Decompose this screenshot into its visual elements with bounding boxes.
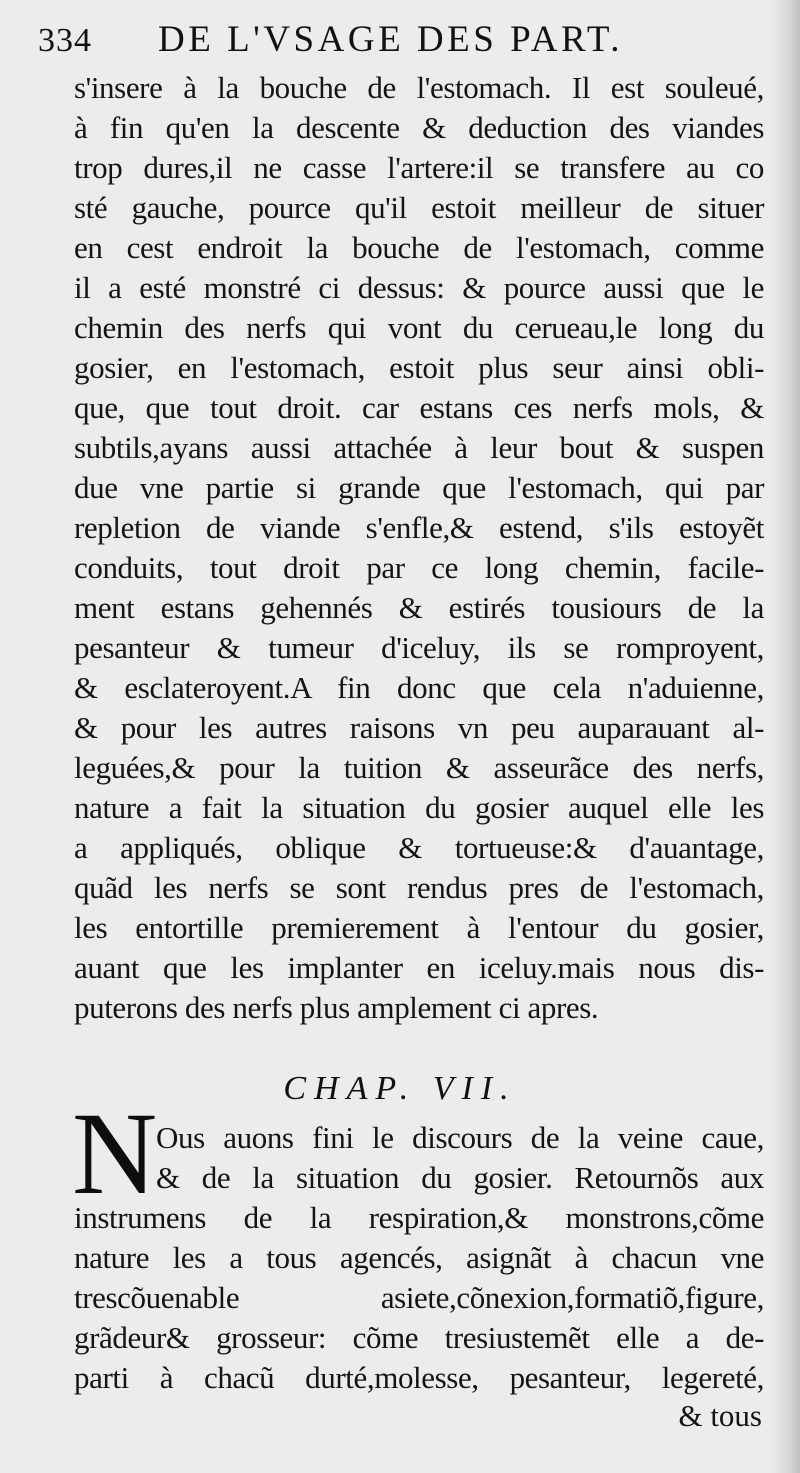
- text-line: & pour les autres raisons vn peu auparauant al-: [74, 710, 764, 745]
- text-line: auant que les implanter en iceluy.mais nous dis-: [74, 950, 764, 985]
- page-edge-shadow: [770, 0, 800, 1473]
- text-line: il a esté monstré ci dessus: & pource aussi que le: [74, 270, 764, 305]
- text-line: nature les a tous agencés, asignãt à chacun vne: [74, 1240, 764, 1275]
- drop-cap: N: [72, 1088, 158, 1219]
- text-line: que, que tout droit. car estans ces nerfs mols, &: [74, 390, 764, 425]
- text-line: trescõuenable asiete,cõnexion,formatiõ,figure,: [74, 1280, 764, 1315]
- running-title: DE L'VSAGE DES PART.: [158, 19, 624, 60]
- text-line: sté gauche, pource qu'il estoit meilleur de situer: [74, 190, 764, 225]
- text-line: Ous auons fini le discours de la veine caue,: [156, 1120, 764, 1155]
- text-line: & de la situation du gosier. Retournõs aux: [156, 1160, 764, 1195]
- text-line: puterons des nerfs plus amplement ci apres.: [74, 990, 599, 1025]
- text-line: a appliqués, oblique & tortueuse:& d'auantage,: [74, 830, 764, 865]
- page-header: [0, 8, 800, 68]
- text-line: à fin qu'en la descente & deduction des viandes: [74, 110, 764, 145]
- text-line: conduits, tout droit par ce long chemin, facile-: [74, 550, 764, 585]
- text-line: trop dures,il ne casse l'artere:il se transfere au co: [74, 150, 764, 185]
- page-number: 334: [38, 22, 92, 59]
- text-line: repletion de viande s'enfle,& estend, s'ils estoyẽt: [74, 510, 764, 545]
- text-line: grãdeur& grosseur: cõme tresiustemẽt elle a de-: [74, 1320, 764, 1355]
- text-line: chemin des nerfs qui vont du cerueau,le long du: [74, 310, 764, 345]
- text-line: pesanteur & tumeur d'iceluy, ils se romproyent,: [74, 630, 764, 665]
- text-line: nature a fait la situation du gosier auquel elle les: [74, 790, 764, 825]
- text-line: gosier, en l'estomach, estoit plus seur ainsi obli-: [74, 350, 764, 385]
- text-line: instrumens de la respiration,& monstrons,cõme: [74, 1200, 764, 1235]
- chapter-heading: CHAP. VII.: [283, 1070, 517, 1107]
- text-line: & esclateroyent.A fin donc que cela n'aduienne,: [74, 670, 764, 705]
- text-line: les entortille premierement à l'entour du gosier,: [74, 910, 764, 945]
- text-line: parti à chacũ durté,molesse, pesanteur, legereté,: [74, 1360, 764, 1395]
- text-line: due vne partie si grande que l'estomach, qui par: [74, 470, 764, 505]
- text-line: quãd les nerfs se sont rendus pres de l'estomach,: [74, 870, 764, 905]
- text-line: s'insere à la bouche de l'estomach. Il est souleué,: [74, 70, 764, 105]
- text-line: leguées,& pour la tuition & asseurãce des nerfs,: [74, 750, 764, 785]
- text-line: ment estans gehennés & estirés tousiours de la: [74, 590, 764, 625]
- text-line: en cest endroit la bouche de l'estomach, comme: [74, 230, 764, 265]
- text-line: subtils,ayans aussi attachée à leur bout & suspen: [74, 430, 764, 465]
- catchword: & tous: [678, 1398, 762, 1433]
